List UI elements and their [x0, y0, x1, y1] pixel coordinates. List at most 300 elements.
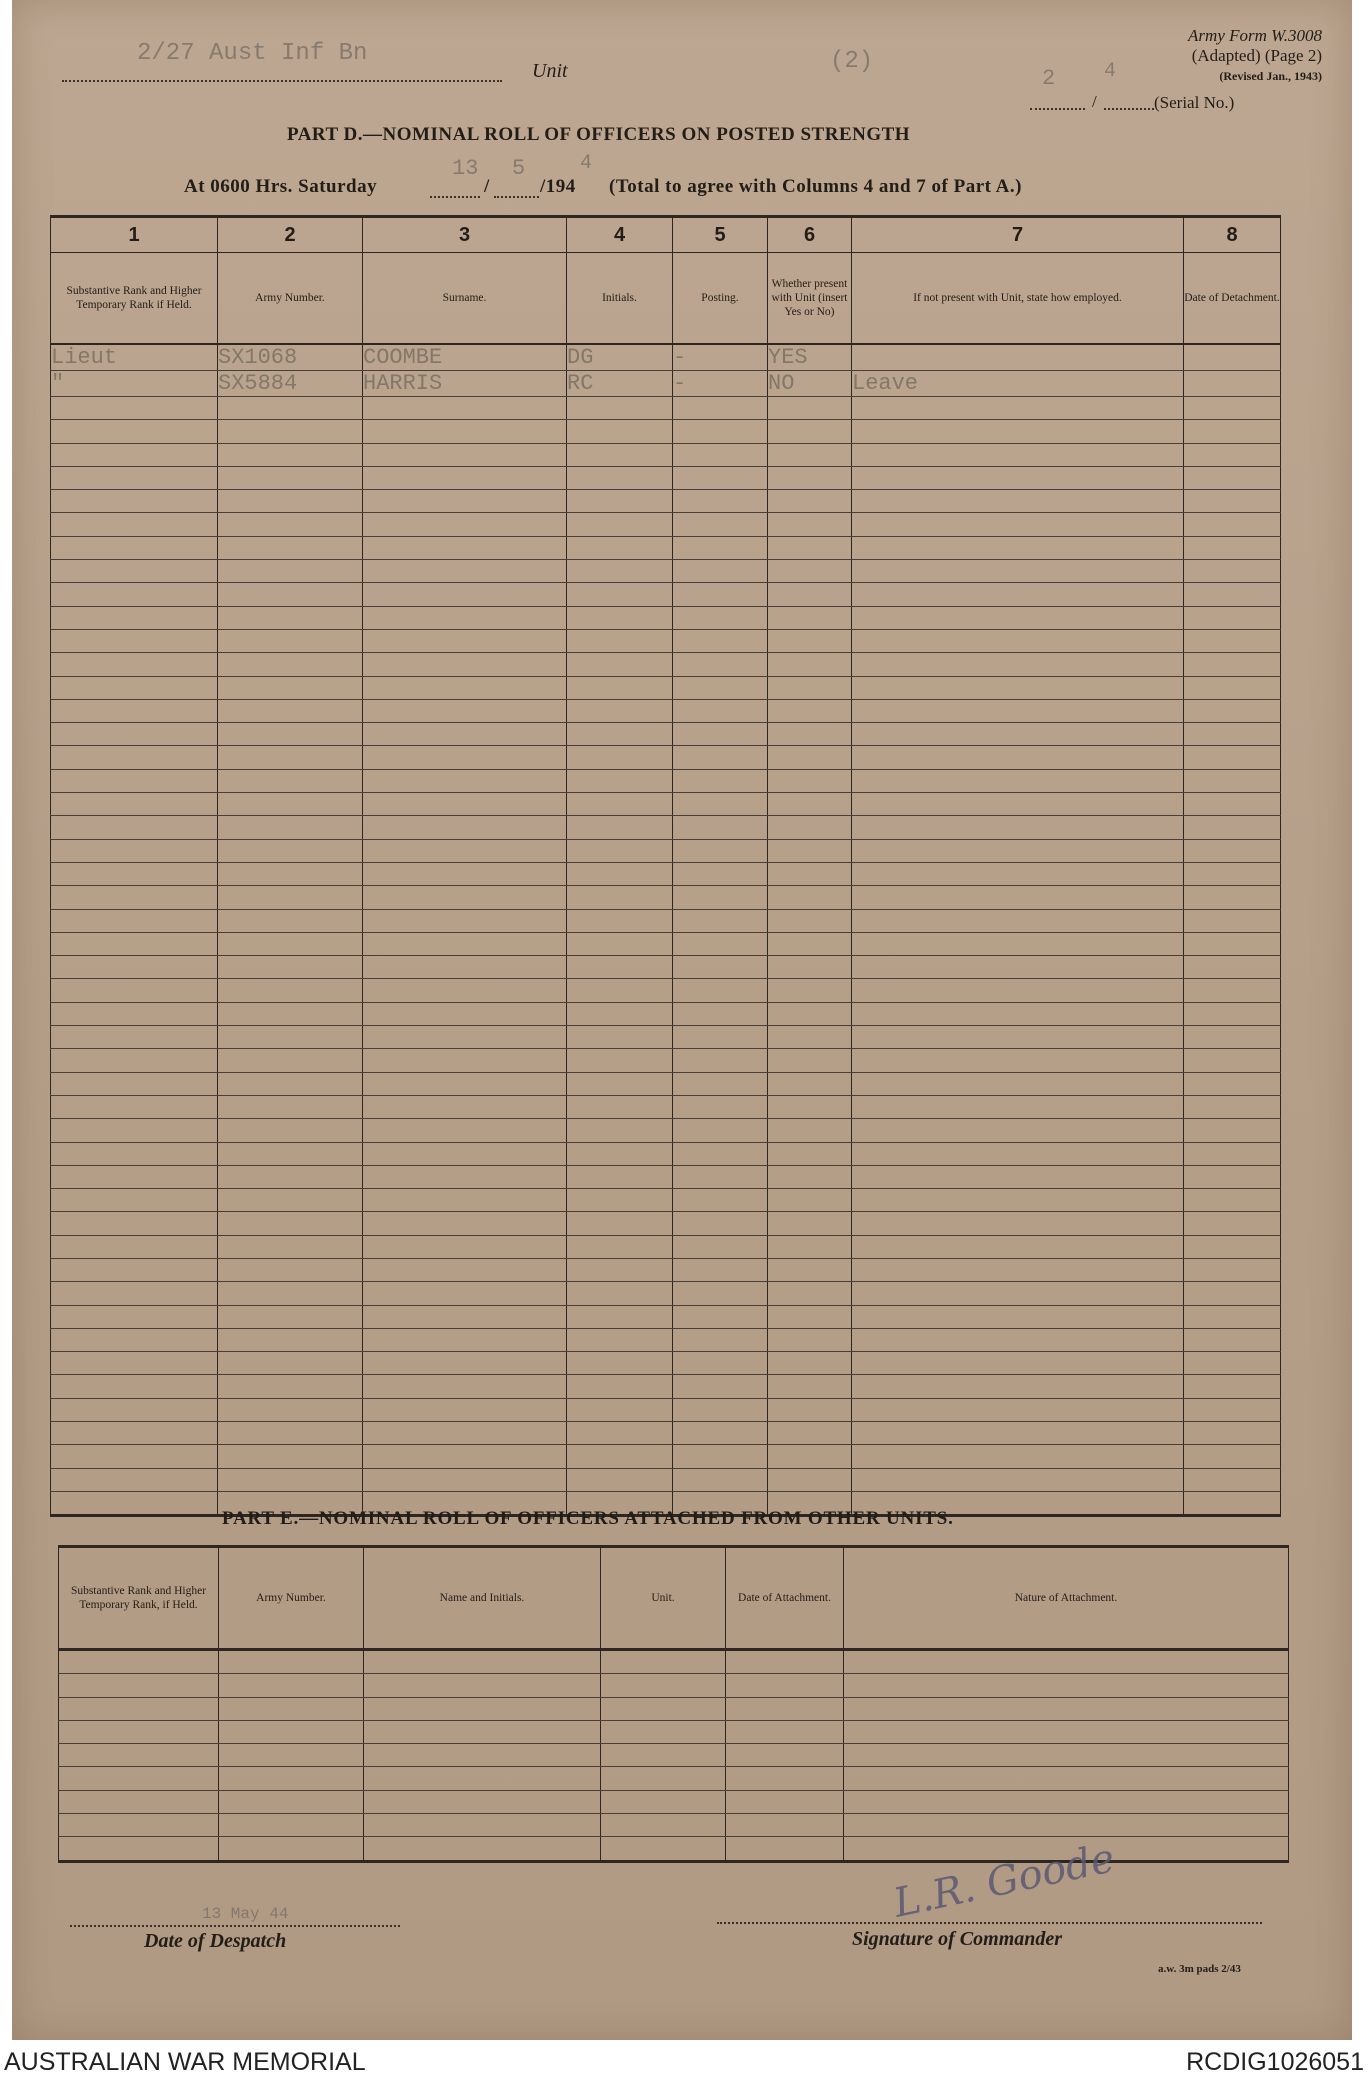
- table-cell: [218, 746, 363, 769]
- part-e-table: [58, 1545, 1289, 1863]
- blank-row: [51, 1468, 1281, 1491]
- table-cell: [601, 1650, 726, 1674]
- date-slash: /: [484, 176, 490, 197]
- table-cell: [51, 676, 218, 699]
- blank-row: [51, 1026, 1281, 1049]
- blank-row: [51, 793, 1281, 816]
- table-cell: [768, 1095, 852, 1118]
- table-cell: [218, 1026, 363, 1049]
- table-cell: [567, 676, 673, 699]
- table-cell: [218, 490, 363, 513]
- table-cell: [218, 676, 363, 699]
- table-cell: [363, 839, 567, 862]
- table-cell: [844, 1744, 1289, 1767]
- table-cell: [1184, 420, 1281, 443]
- table-cell: [363, 583, 567, 606]
- part-d-title: PART D.—NOMINAL ROLL OF OFFICERS ON POSTED STRENGTH: [287, 124, 911, 145]
- table-cell: [852, 1375, 1184, 1398]
- table-cell: [768, 1375, 852, 1398]
- table-cell: [51, 1422, 218, 1445]
- table-cell: [768, 886, 852, 909]
- blank-row: [59, 1767, 1289, 1790]
- serial-value: 2: [1042, 66, 1056, 91]
- blank-row: [51, 1095, 1281, 1118]
- table-cell: [768, 1165, 852, 1188]
- table-cell: [852, 1142, 1184, 1165]
- table-cell: [1184, 1468, 1281, 1491]
- table-cell: [768, 1328, 852, 1351]
- table-cell: [567, 490, 673, 513]
- table-cell: [218, 769, 363, 792]
- table-cell: [218, 560, 363, 583]
- blank-row: [51, 1235, 1281, 1258]
- table-cell: [852, 1165, 1184, 1188]
- table-cell: [363, 816, 567, 839]
- blank-row: [59, 1744, 1289, 1767]
- table-cell: [51, 560, 218, 583]
- table-cell: YES: [768, 344, 852, 371]
- table-cell: [218, 397, 363, 420]
- table-cell: [363, 1258, 567, 1281]
- blank-row: [51, 653, 1281, 676]
- table-cell: [363, 1375, 567, 1398]
- header-army-number: Army Number.: [219, 1547, 364, 1650]
- table-cell: [852, 1212, 1184, 1235]
- table-cell: [51, 1491, 218, 1515]
- part-d-date-day: 13: [452, 156, 479, 181]
- table-cell: [673, 606, 768, 629]
- table-cell: [1184, 344, 1281, 371]
- table-cell: [673, 653, 768, 676]
- table-cell: [51, 862, 218, 885]
- table-row: [51, 344, 1281, 371]
- table-cell: [1184, 629, 1281, 652]
- blank-row: [51, 536, 1281, 559]
- table-cell: [51, 629, 218, 652]
- date-dotline-1: [430, 196, 480, 198]
- table-cell: [1184, 490, 1281, 513]
- table-cell: [219, 1744, 364, 1767]
- table-cell: [51, 1212, 218, 1235]
- table-cell: [768, 653, 852, 676]
- table-cell: [59, 1837, 219, 1861]
- table-cell: [673, 932, 768, 955]
- table-cell: [51, 699, 218, 722]
- table-cell: [364, 1814, 601, 1837]
- table-cell: [51, 816, 218, 839]
- table-cell: [1184, 1352, 1281, 1375]
- table-cell: [852, 560, 1184, 583]
- table-cell: [673, 1212, 768, 1235]
- table-cell: [852, 1049, 1184, 1072]
- table-cell: [567, 909, 673, 932]
- table-cell: [852, 699, 1184, 722]
- table-cell: [844, 1814, 1289, 1837]
- table-cell: [567, 560, 673, 583]
- table-cell: [852, 1189, 1184, 1212]
- table-cell: [51, 769, 218, 792]
- table-cell: [768, 979, 852, 1002]
- table-cell: [567, 839, 673, 862]
- table-cell: [218, 1212, 363, 1235]
- table-cell: [1184, 1258, 1281, 1281]
- table-cell: [567, 1398, 673, 1421]
- table-cell: [852, 420, 1184, 443]
- table-cell: [218, 1095, 363, 1118]
- table-cell: [51, 513, 218, 536]
- table-cell: [1184, 1422, 1281, 1445]
- table-cell: [218, 862, 363, 885]
- table-cell: [852, 513, 1184, 536]
- table-cell: [673, 513, 768, 536]
- table-cell: HARRIS: [363, 371, 567, 397]
- table-cell: [852, 839, 1184, 862]
- table-cell: [363, 979, 567, 1002]
- table-cell: [726, 1674, 844, 1697]
- table-cell: [59, 1697, 219, 1720]
- blank-row: [51, 1049, 1281, 1072]
- table-cell: [768, 1119, 852, 1142]
- table-cell: [363, 420, 567, 443]
- table-cell: [567, 1095, 673, 1118]
- blank-row: [51, 746, 1281, 769]
- table-cell: [673, 1002, 768, 1025]
- table-cell: [852, 1328, 1184, 1351]
- table-cell: [218, 443, 363, 466]
- table-cell: [1184, 1305, 1281, 1328]
- table-cell: [726, 1767, 844, 1790]
- date-of-despatch-label: Date of Despatch: [144, 1930, 287, 1952]
- unit-label: Unit: [532, 60, 568, 82]
- table-cell: [363, 1095, 567, 1118]
- table-cell: [51, 1258, 218, 1281]
- table-cell: [218, 653, 363, 676]
- table-cell: -: [673, 371, 768, 397]
- table-cell: [673, 629, 768, 652]
- table-cell: [852, 1002, 1184, 1025]
- table-cell: [726, 1697, 844, 1720]
- table-cell: [1184, 1119, 1281, 1142]
- table-cell: [1184, 793, 1281, 816]
- table-cell: [218, 1072, 363, 1095]
- table-cell: [218, 909, 363, 932]
- blank-row: [51, 1165, 1281, 1188]
- table-cell: [768, 443, 852, 466]
- table-cell: [363, 1212, 567, 1235]
- table-cell: [726, 1814, 844, 1837]
- table-cell: [601, 1674, 726, 1697]
- blank-row: [59, 1720, 1289, 1743]
- table-cell: [673, 1422, 768, 1445]
- serial-label: (Serial No.): [1154, 93, 1235, 112]
- blank-row: [51, 1352, 1281, 1375]
- table-cell: [567, 862, 673, 885]
- table-cell: [852, 536, 1184, 559]
- table-cell: [673, 560, 768, 583]
- table-cell: [363, 653, 567, 676]
- form-name: Army Form W.3008: [1188, 26, 1322, 45]
- part-e-title: PART E.—NOMINAL ROLL OF OFFICERS ATTACHED FROM OTHER UNITS.: [222, 1508, 954, 1529]
- table-cell: [218, 1375, 363, 1398]
- signature-label: Signature of Commander: [852, 1928, 1063, 1950]
- table-cell: [51, 1352, 218, 1375]
- table-cell: [51, 1375, 218, 1398]
- blank-row: [51, 1258, 1281, 1281]
- table-cell: [363, 1398, 567, 1421]
- table-cell: [364, 1720, 601, 1743]
- table-cell: [768, 1002, 852, 1025]
- table-cell: [852, 1095, 1184, 1118]
- table-cell: [726, 1790, 844, 1813]
- date-of-despatch-value: 13 May 44: [202, 1905, 289, 1923]
- table-cell: [218, 1282, 363, 1305]
- table-cell: [1184, 1491, 1281, 1515]
- table-cell: [363, 536, 567, 559]
- blank-row: [51, 1305, 1281, 1328]
- table-cell: [567, 1072, 673, 1095]
- table-cell: [363, 932, 567, 955]
- table-cell: [768, 816, 852, 839]
- table-cell: [218, 723, 363, 746]
- table-cell: [363, 1422, 567, 1445]
- table-cell: [1184, 816, 1281, 839]
- table-cell: [363, 1352, 567, 1375]
- table-cell: [218, 1049, 363, 1072]
- blank-row: [51, 979, 1281, 1002]
- blank-row: [59, 1650, 1289, 1674]
- table-cell: [768, 1235, 852, 1258]
- table-cell: [51, 653, 218, 676]
- table-cell: [567, 1375, 673, 1398]
- table-cell: [363, 1072, 567, 1095]
- despatch-dotline: [70, 1925, 400, 1927]
- table-cell: [363, 513, 567, 536]
- table-cell: [567, 1189, 673, 1212]
- table-cell: [59, 1790, 219, 1813]
- table-cell: [768, 1072, 852, 1095]
- table-cell: [1184, 1049, 1281, 1072]
- table-cell: [844, 1650, 1289, 1674]
- table-cell: [51, 932, 218, 955]
- col-number: 8: [1184, 217, 1281, 253]
- table-cell: [1184, 979, 1281, 1002]
- table-cell: [51, 979, 218, 1002]
- table-cell: [51, 793, 218, 816]
- table-cell: [567, 466, 673, 489]
- page-marker: (2): [830, 48, 874, 75]
- table-cell: [51, 536, 218, 559]
- table-cell: [1184, 839, 1281, 862]
- table-cell: [852, 1282, 1184, 1305]
- table-cell: [768, 1026, 852, 1049]
- table-cell: [1184, 466, 1281, 489]
- blank-row: [51, 490, 1281, 513]
- table-cell: [1184, 1328, 1281, 1351]
- table-cell: [218, 1445, 363, 1468]
- table-cell: -: [673, 344, 768, 371]
- table-cell: [673, 839, 768, 862]
- table-cell: [363, 886, 567, 909]
- table-cell: SX5884: [218, 371, 363, 397]
- table-cell: [852, 886, 1184, 909]
- table-cell: [673, 466, 768, 489]
- table-cell: [567, 886, 673, 909]
- col-number: 4: [567, 217, 673, 253]
- commander-signature: L.R. Goode: [889, 1835, 1119, 1927]
- table-cell: [59, 1744, 219, 1767]
- table-cell: [852, 956, 1184, 979]
- table-cell: [844, 1790, 1289, 1813]
- table-cell: [567, 1445, 673, 1468]
- caption-bar: [0, 2042, 1372, 2082]
- table-cell: [673, 1258, 768, 1281]
- blank-row: [51, 1212, 1281, 1235]
- table-cell: [364, 1650, 601, 1674]
- form-revised: (Revised Jan., 1943): [1219, 69, 1322, 83]
- table-cell: [673, 1328, 768, 1351]
- header-posting: Posting.: [673, 253, 768, 345]
- table-cell: [218, 583, 363, 606]
- table-cell: [567, 1422, 673, 1445]
- table-cell: [768, 583, 852, 606]
- table-cell: [567, 420, 673, 443]
- table-cell: [768, 1468, 852, 1491]
- table-cell: [673, 793, 768, 816]
- table-cell: [567, 1282, 673, 1305]
- blank-row: [51, 1072, 1281, 1095]
- form-page: [12, 0, 1352, 2040]
- table-cell: [218, 699, 363, 722]
- table-cell: [768, 1422, 852, 1445]
- table-cell: [363, 1445, 567, 1468]
- table-cell: [726, 1837, 844, 1861]
- table-cell: [852, 443, 1184, 466]
- table-cell: [1184, 1072, 1281, 1095]
- table-cell: [567, 816, 673, 839]
- blank-row: [51, 816, 1281, 839]
- table-cell: [567, 536, 673, 559]
- unit-dotline: [62, 80, 502, 82]
- table-cell: [852, 1235, 1184, 1258]
- table-cell: [852, 1258, 1184, 1281]
- blank-row: [51, 723, 1281, 746]
- table-cell: [673, 1189, 768, 1212]
- table-cell: [673, 1049, 768, 1072]
- table-cell: [768, 956, 852, 979]
- table-cell: [673, 1445, 768, 1468]
- header-name-initials: Name and Initials.: [364, 1547, 601, 1650]
- table-cell: [852, 909, 1184, 932]
- table-cell: [218, 420, 363, 443]
- header-army-number: Army Number.: [218, 253, 363, 345]
- table-cell: [51, 1049, 218, 1072]
- table-cell: [218, 1119, 363, 1142]
- table-cell: Lieut: [51, 344, 218, 371]
- table-cell: [51, 1119, 218, 1142]
- part-d-table: [50, 215, 1281, 1517]
- table-cell: COOMBE: [363, 344, 567, 371]
- blank-row: [51, 699, 1281, 722]
- part-d-date-suffix: (Total to agree with Columns 4 and 7 of Part A.): [609, 176, 1022, 197]
- table-cell: [673, 862, 768, 885]
- print-code: a.w. 3m pads 2/43: [1158, 1963, 1241, 1975]
- table-cell: [567, 1212, 673, 1235]
- table-cell: [1184, 1165, 1281, 1188]
- blank-row: [51, 513, 1281, 536]
- table-cell: [363, 793, 567, 816]
- blank-row: [59, 1674, 1289, 1697]
- table-cell: [673, 1375, 768, 1398]
- table-cell: [219, 1650, 364, 1674]
- table-cell: [51, 397, 218, 420]
- table-cell: [768, 1445, 852, 1468]
- table-cell: [567, 606, 673, 629]
- table-cell: [219, 1767, 364, 1790]
- table-cell: [852, 862, 1184, 885]
- table-cell: [673, 676, 768, 699]
- table-cell: [673, 490, 768, 513]
- col-number: 2: [218, 217, 363, 253]
- blank-row: [51, 1189, 1281, 1212]
- table-cell: [1184, 699, 1281, 722]
- table-cell: [51, 490, 218, 513]
- part-d-date-month: 5: [512, 156, 526, 181]
- table-cell: [363, 560, 567, 583]
- table-cell: [567, 1165, 673, 1188]
- table-cell: ": [51, 371, 218, 397]
- table-cell: [219, 1837, 364, 1861]
- table-cell: [852, 746, 1184, 769]
- blank-row: [51, 629, 1281, 652]
- table-cell: [673, 1026, 768, 1049]
- table-cell: [1184, 1142, 1281, 1165]
- table-cell: [567, 1026, 673, 1049]
- table-cell: [51, 583, 218, 606]
- col-number: 1: [51, 217, 218, 253]
- table-cell: [51, 1095, 218, 1118]
- table-cell: [363, 1002, 567, 1025]
- table-cell: [363, 1142, 567, 1165]
- table-cell: [567, 1468, 673, 1491]
- table-cell: [852, 932, 1184, 955]
- table-cell: [363, 1026, 567, 1049]
- table-cell: [1184, 513, 1281, 536]
- blank-row: [51, 1328, 1281, 1351]
- table-cell: [567, 583, 673, 606]
- table-cell: [673, 1235, 768, 1258]
- blank-row: [51, 420, 1281, 443]
- table-cell: [673, 1119, 768, 1142]
- table-cell: SX1068: [218, 344, 363, 371]
- table-cell: [51, 839, 218, 862]
- table-cell: [852, 1072, 1184, 1095]
- part-d-column-numbers: [51, 217, 1281, 253]
- table-cell: [673, 1142, 768, 1165]
- table-cell: [1184, 1235, 1281, 1258]
- table-cell: [1184, 371, 1281, 397]
- blank-row: [51, 560, 1281, 583]
- table-cell: [363, 746, 567, 769]
- table-cell: [363, 606, 567, 629]
- table-cell: [219, 1697, 364, 1720]
- table-cell: [1184, 1445, 1281, 1468]
- table-cell: [673, 769, 768, 792]
- table-cell: [363, 956, 567, 979]
- table-cell: [51, 1072, 218, 1095]
- table-row: [51, 371, 1281, 397]
- table-cell: [363, 1049, 567, 1072]
- table-cell: [768, 723, 852, 746]
